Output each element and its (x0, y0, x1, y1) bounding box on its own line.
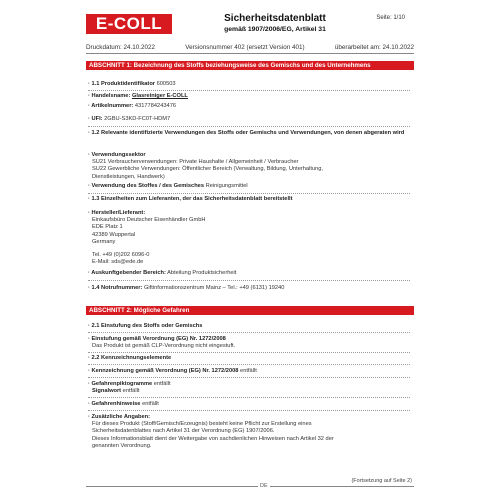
usage: · Verwendung des Stoffes / des Gemisches Reinigungsmittel (88, 183, 410, 190)
info-department: · Auskunftgebender Bereich: Abteilung Produktsicherheit (88, 270, 410, 277)
separator (88, 280, 410, 281)
separator (88, 377, 410, 378)
separator (88, 332, 410, 333)
contact (88, 252, 410, 266)
separator (88, 126, 410, 127)
hazard-pictograms: · Gefahrenpiktogramme entfällt Signalwort entfällt (88, 381, 410, 395)
classification-regulation: · Einstufung gemäß Verordnung (EG) Nr. 1272/2008 Das Produkt ist gemäß CLP-Verordnung nicht eingestuft. (88, 336, 410, 350)
relevant-uses-heading: · 1.2 Relevante identifizierte Verwendungen des Stoffs oder Gemischs und Verwendungen, von denen abgeraten wird (88, 130, 410, 137)
phone-number: Tel. +49 (0)202 6096-0 (92, 252, 150, 258)
email-address: E-Mail: sds@ede.de (92, 259, 144, 266)
separator (88, 397, 410, 398)
print-date: Druckdatum: 24.10.2022 (86, 44, 155, 51)
footer-divider (86, 486, 414, 487)
revision-date: überarbeitet am: 24.10.2022 (334, 44, 414, 51)
page-number: Seite: 1/10 (376, 15, 405, 21)
document-title-block (200, 13, 350, 34)
hazard-statements: · Gefahrenhinweise entfällt (88, 401, 410, 408)
separator (88, 352, 410, 353)
separator (88, 90, 410, 91)
classification-heading: · 2.1 Einstufung des Stoffs oder Gemischs (88, 323, 410, 330)
document-meta (86, 44, 414, 51)
section-2-heading: ABSCHNITT 2: Mögliche Gefahren (86, 306, 414, 315)
continuation-note: (Fortsetzung auf Seite 2) (351, 478, 412, 484)
additional-information: · Zusätzliche Angaben: Für dieses Produkt (Stoff/Gemisch/Erzeugnis) besteht keine Pflicht zur Erstellung eines Sicherheitsdatenblattes nach Artikel 31 der Verordnung (EG) 1907/2006. Dieses Informationsblatt dient der Weitergabe von sachdienlichen Hinweisen nach Artikel 32 der genannten Verordnung. (88, 414, 410, 450)
document-subtitle: gemäß 1907/2006/EG, Artikel 31 (224, 26, 326, 33)
separator (88, 364, 410, 365)
ufi: · UFI: 2GBU-S3KD-FC0T-HDM7 (88, 116, 410, 123)
document-title: Sicherheitsdatenblatt (224, 13, 326, 24)
supplier-heading: · 1.3 Einzelheiten zum Lieferanten, der das Sicherheitsdatenblatt bereitstellt (88, 196, 410, 203)
trade-name: · Handelsname: Glasreiniger E-COLL (88, 93, 410, 100)
separator (88, 193, 410, 194)
header-divider (86, 53, 414, 54)
version-number: Versionsnummer 402 (ersetzt Version 401) (185, 44, 305, 51)
label-elements-heading: · 2.2 Kennzeichnungselemente (88, 355, 410, 362)
ecoll-logo: E-COLL (86, 14, 172, 34)
separator (88, 410, 410, 411)
product-identifier: · 1.1 Produktidentifikator 600503 (88, 81, 410, 88)
usage-sector: · Verwendungssektor SU21 Verbraucherverwendungen: Private Haushalte / Allgemeinheit / Verbraucher SU22 Gewerbliche Verwendungen: Öffentlicher Bereich (Verwaltung, Bildung, Unterhaltung, Dienstleistungen, Handwerk) (88, 152, 410, 181)
language-mark: DE (260, 483, 268, 489)
article-number: · Artikelnummer: 4317784243476 (88, 103, 410, 110)
emergency-number: · 1.4 Notrufnummer: Giftinformationszentrum Mainz – Tel.: +49 (6131) 19240 (88, 285, 410, 292)
section-1-heading: ABSCHNITT 1: Bezeichnung des Stoffs beziehungsweise des Gemischs und des Unternehmens (86, 61, 414, 70)
manufacturer-address: · Hersteller/Lieferant: Einkaufsbüro Deutscher Eisenhändler GmbH EDE Platz 1 42389 Wuppertal Germany (88, 210, 410, 246)
label-regulation: · Kennzeichnung gemäß Verordnung (EG) Nr. 1272/2008 entfällt (88, 368, 410, 375)
